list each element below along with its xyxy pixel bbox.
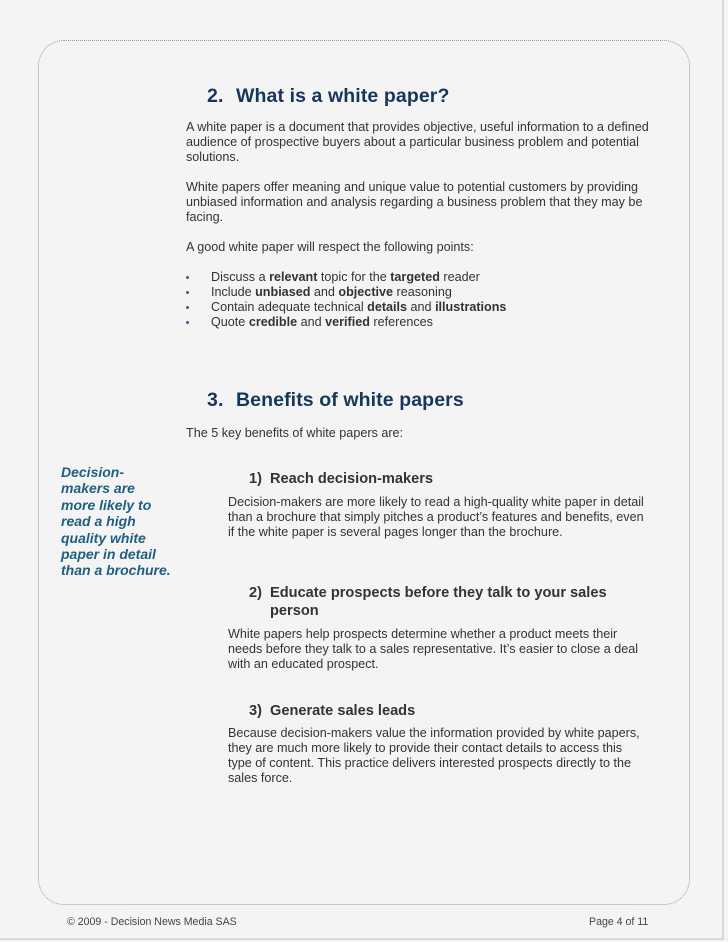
bullet-icon [186,276,189,279]
benefit-title: Generate sales leads [270,703,416,719]
list-item [186,300,506,315]
emphasis: illustrations [435,300,507,314]
paragraph: White papers offer meaning and unique value to potential customers by providing unbiased information and analysis regarding a business problem that they may be facing. [186,180,643,224]
section-3-heading [207,389,464,412]
text: and [407,300,436,314]
emphasis: verified [325,315,370,329]
emphasis: targeted [390,270,440,284]
text: references [369,315,433,329]
paragraph: A white paper is a document that provides objective, useful information to a defined audience of prospective buyers about a particular business problem and potential solutions. [186,120,649,164]
text: topic for the [317,270,391,284]
list-item [186,270,506,285]
section-title: Benefits of white papers [236,389,464,411]
benefit-heading [249,702,649,720]
benefit-body: Because decision-makers value the information provided by white papers, they are much more likely to provide their contact details to access this type of content. This practice delivers interested prospects directly to the sales force. [228,726,640,785]
benefit-heading [249,470,649,488]
benefit-heading [249,584,649,620]
emphasis: relevant [269,270,318,284]
emphasis: credible [248,315,298,329]
emphasis: objective [338,285,394,299]
emphasis: unbiased [255,285,311,299]
list-item [186,315,506,330]
benefit-body: White papers help prospects determine whether a product meets their needs before they talk to a sales representative. It’s easier to close a deal with an educated prospect. [228,627,639,671]
text: Contain adequate technical [211,300,368,314]
bullet-icon [186,321,189,324]
benefit-number: 2) [249,585,262,601]
benefit-number: 3) [249,703,262,719]
footer-page-number: Page 4 of 11 [589,916,649,928]
benefit-number: 1) [249,471,262,487]
benefit-title: Educate prospects before they talk to your sales person [270,585,607,619]
section-intro: The 5 key benefits of white papers are: [186,426,404,440]
text: reader [439,270,480,284]
text: and [297,315,326,329]
sidebar-pull-quote: Decision-makers are more likely to read a high quality white paper in detail than a brochure. [61,464,171,579]
bullet-icon [186,306,189,309]
footer-copyright: © 2009 - Decision News Media SAS [67,916,237,928]
bullet-icon [186,291,189,294]
benefit-body: Decision-makers are more likely to read a high-quality white paper in detail than a brochure that simply pitches a product’s features and benefits, even if the white paper is several pages longer than the brochure. [228,495,644,539]
text: Discuss a [211,270,270,284]
bullet-list [186,270,506,330]
section-2-heading [207,85,449,108]
list-item [186,285,506,300]
benefit-title: Reach decision-makers [270,471,434,487]
section-number: 3. [207,389,224,411]
emphasis: details [367,300,408,314]
section-title: What is a white paper? [236,85,450,107]
text: Include [211,285,256,299]
text: Quote [211,315,249,329]
text: reasoning [393,285,452,299]
text: and [310,285,339,299]
section-number: 2. [207,85,224,107]
paragraph: A good white paper will respect the following points: [186,240,474,254]
